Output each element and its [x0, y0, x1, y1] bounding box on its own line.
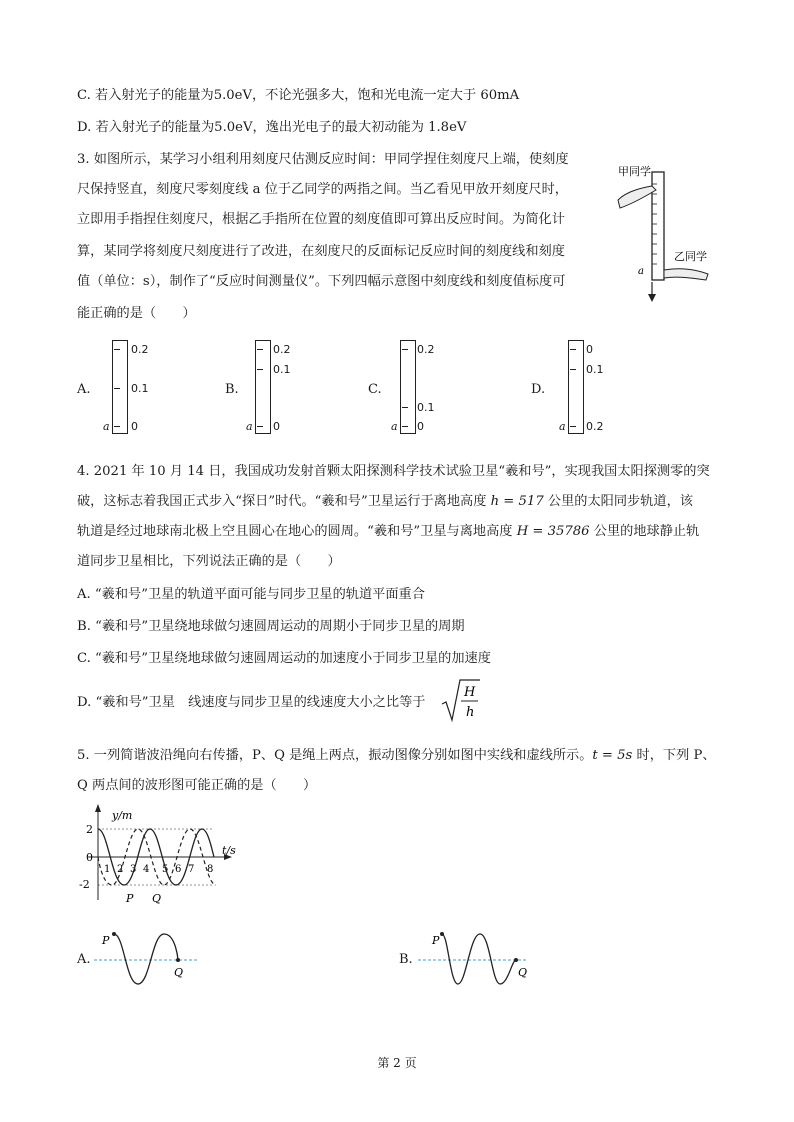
- svg-text:7: 7: [188, 864, 195, 875]
- q3-line-5: 值（单位：s），制作了“反应时间测量仪”。下列四幅示意图中刻度线和刻度值标度可: [77, 274, 566, 289]
- wave-option-a-label: A.: [77, 952, 91, 967]
- page-footer: 第 2 页: [377, 1056, 417, 1070]
- mark-a-label: a: [638, 266, 644, 277]
- curve-q-label: Q: [152, 892, 162, 905]
- wave-option-b-label: B.: [399, 952, 413, 967]
- ruler-option-c-label: C.: [368, 382, 382, 397]
- q3-line-2: 尺保持竖直，刻度尺零刻度线 a 位于乙同学的两指之间。当乙看见甲放开刻度尺时，: [77, 182, 568, 197]
- svg-text:2: 2: [117, 864, 124, 875]
- svg-text:8: 8: [207, 864, 214, 875]
- q3-line-4: 算，某同学将刻度尺刻度进行了改进，在刻度尺的反面标记反应时间的刻度线和刻度: [77, 244, 565, 259]
- fraction-numerator: H: [464, 685, 476, 700]
- q5-line-1: 5. 一列简谐波沿绳向右传播，P、Q 是绳上两点，振动图像分别如图中实线和虚线所示。t = 5s 时，下列 P、: [77, 748, 716, 763]
- q4-option-d: D. “羲和号”卫星 线速度与同步卫星的线速度大小之比等于: [77, 695, 426, 710]
- y-tick-2: 2: [86, 823, 93, 836]
- y-tick-neg2: -2: [79, 878, 90, 891]
- q3-line-3: 立即用手指捏住刻度尺，根据乙手指所在位置的刻度值即可算出反应时间。为简化计: [77, 212, 565, 227]
- ruler-option-d-label: D.: [531, 382, 546, 397]
- sqrt-fraction: [440, 676, 482, 724]
- ruler-option-b-label: B.: [225, 382, 239, 397]
- t-equation: t = 5s: [592, 748, 633, 763]
- person-jia-label: 甲同学: [618, 165, 651, 178]
- svg-text:5: 5: [162, 864, 169, 875]
- q5-line-2: Q 两点间的波形图可能正确的是（ ）: [77, 778, 317, 793]
- wave-b-p-label: P: [432, 934, 440, 947]
- q4-option-a: A. “羲和号”卫星的轨道平面可能与同步卫星的轨道平面重合: [77, 587, 425, 602]
- q3-line-1: 3. 如图所示，某学习小组利用刻度尺估测反应时间：甲同学捏住刻度尺上端，使刻度: [77, 152, 569, 167]
- wave-a-q-label: Q: [174, 966, 184, 979]
- curve-p-label: P: [126, 892, 134, 905]
- q3-line-6: 能正确的是（ ）: [77, 306, 196, 321]
- q5-vibration-graph: [74, 800, 244, 912]
- q4-option-b: B. “羲和号”卫星绕地球做匀速圆周运动的周期小于同步卫星的周期: [77, 619, 465, 634]
- wave-option-b: [418, 926, 538, 986]
- ruler-option-a-label: A.: [77, 382, 91, 397]
- y-axis-label: y/m: [112, 809, 133, 822]
- H-equation: H = 35786: [516, 524, 590, 539]
- q4-line-4: 道同步卫星相比，下列说法正确的是（ ）: [77, 554, 341, 569]
- option-c-text: C. 若入射光子的能量为5.0eV，不论光强多大，饱和光电流一定大于 60mA: [77, 88, 520, 103]
- svg-text:6: 6: [175, 864, 182, 875]
- wave-b-q-label: Q: [518, 966, 528, 979]
- q4-line-2: 破，这标志着我国正式步入“探日”时代。“羲和号”卫星运行于离地高度 h = 517 公里的太阳同步轨道，该: [77, 494, 693, 509]
- option-d-text: D. 若入射光子的能量为5.0eV，逸出光电子的最大初动能为 1.8eV: [77, 120, 467, 135]
- svg-text:1: 1: [104, 864, 111, 875]
- q4-option-c: C. “羲和号”卫星绕地球做匀速圆周运动的加速度小于同步卫星的加速度: [77, 651, 491, 666]
- fraction-denominator: h: [466, 705, 475, 720]
- q4-line-1: 4. 2021 年 10 月 14 日，我国成功发射首颗太阳探测科学技术试验卫星“羲和号”，实现我国太阳探测零的突: [77, 464, 710, 479]
- q4-line-3: 轨道是经过地球南北极上空且圆心在地心的圆周。“羲和号”卫星与离地高度 H = 35786 公里的地球静止轨: [77, 524, 700, 539]
- h-equation: h = 517: [490, 494, 544, 509]
- x-axis-label: t/s: [222, 844, 236, 857]
- svg-text:3: 3: [130, 864, 137, 875]
- q3-ruler-figure: [612, 160, 732, 310]
- svg-text:4: 4: [143, 864, 150, 875]
- y-tick-0: 0: [86, 851, 93, 864]
- person-yi-label: 乙同学: [674, 250, 707, 263]
- wave-option-a: [94, 926, 204, 986]
- wave-a-p-label: P: [102, 934, 110, 947]
